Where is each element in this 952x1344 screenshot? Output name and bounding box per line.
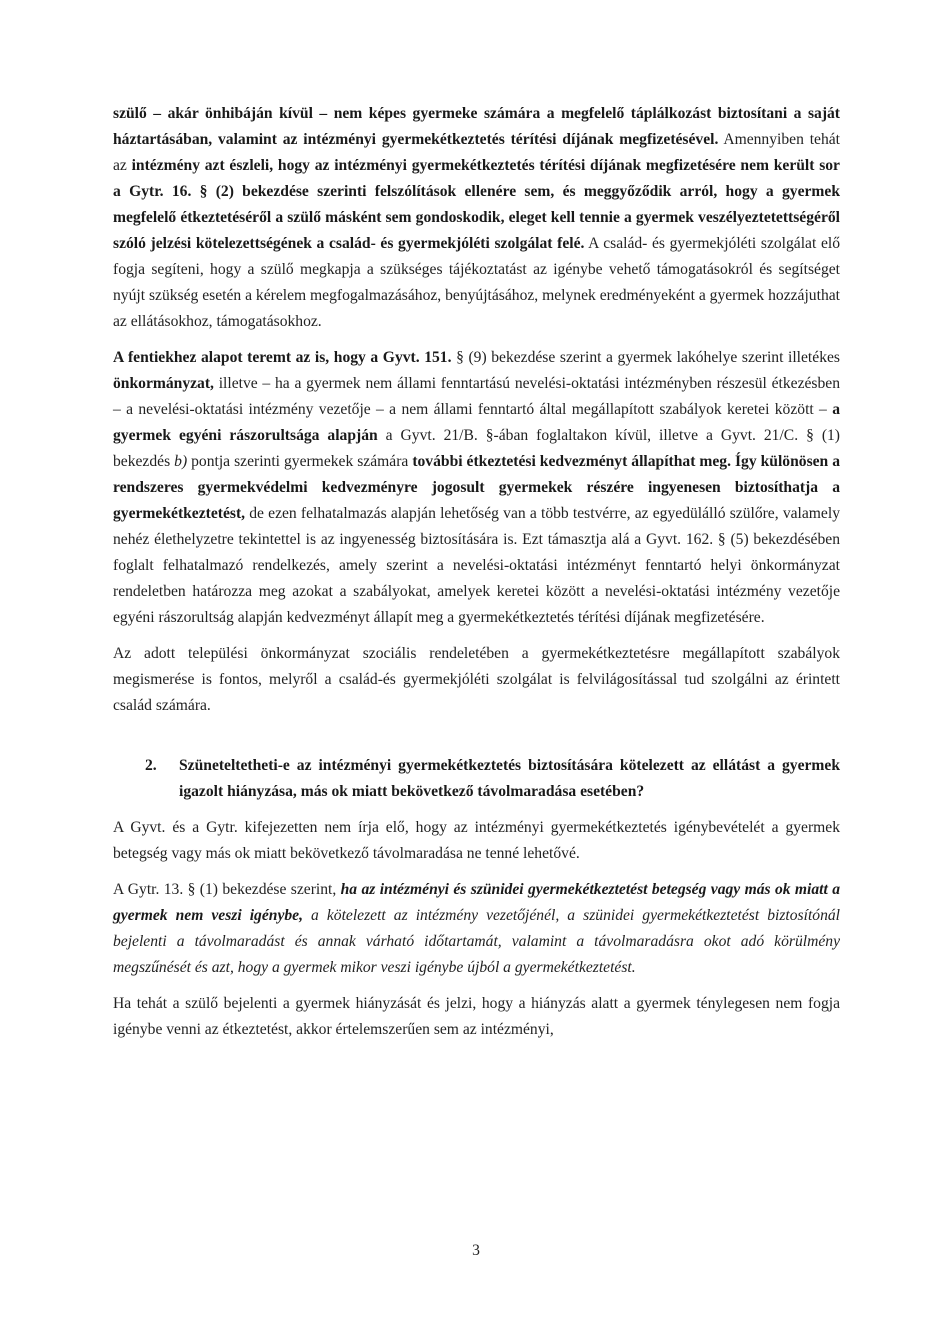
section-title: Szüneteltetheti-e az intézményi gyermekétkeztetés biztosítására kötelezett az ellátást a gyermek igazolt hiányzása, más ok miatt bekövetkező távolmaradása esetében? bbox=[179, 757, 840, 800]
document-body bbox=[113, 101, 840, 1043]
p1-text-4: A család- és gyermekjóléti szolgálat elő fogja segíteni, hogy a szülő megkapja a szükséges tájékoztatást az igénybe vehető támogatásokról és segítséget nyújt szükség esetén a kérelem megfogalmazásához, benyújtásához, melynek eredményeként a gyermek hozzájuthat az ellátásokhoz, támogatásokhoz. bbox=[113, 235, 840, 330]
section-number: 2. bbox=[145, 757, 157, 774]
p2-text-4: illetve – ha a gyermek nem állami fenntartású nevelési-oktatási intézményben részesül étkezésben – a nevelési-oktatási intézmény vezetője – a nem állami fenntartó által megállapított szabályok keretei között – bbox=[113, 375, 840, 418]
p5-bolditalic-2: ha az intézményi és szünidei gyermekétkeztetést betegség vagy más ok miatt a gyermek nem veszi igénybe, bbox=[113, 881, 840, 924]
paragraph-1 bbox=[113, 101, 840, 335]
p2-bold-9: további étkeztetési kedvezményt állapíthat meg. Így különösen a rendszeres gyermekvédelmi kedvezményre jogosult gyermekek részére ingyenesen biztosíthatja a gyermekétkeztetést, bbox=[113, 453, 841, 522]
p1-bold-3: intézmény azt észleli, hogy az intézményi gyermekétkeztetés térítési díjának megfizetésére nem került sor a Gytr. 16. § (2) bekezdése szerinti felszólítások ellenére sem, és meggyőződik arról, hogy a gyermek megfelelő étkeztetéséről a szülő másként sem gondoskodik, eleget kell tennie a gyermek veszélyeztetettségéről szóló jelzési kötelezettségének a család- és gyermekjóléti szolgálat felé. bbox=[113, 157, 840, 252]
p2-bold-1: A fentiekhez alapot teremt az is, hogy a Gyvt. 151. bbox=[113, 349, 452, 366]
paragraph-2 bbox=[113, 345, 840, 631]
p2-text-10: de ezen felhatalmazás alapján lehetőség van a több testvérre, az egyedülálló szülőre, valamely nehéz élethelyzetre tekintettel is az ingyenesség biztosítására is. Ezt támasztja alá a Gyvt. 162. § (5) bekezdésében foglalt felhatalmazó rendelkezés, amely szerint a nevelési-oktatási intézményt fenntartó helyi önkormányzat rendeletben határozza meg azokat a szabályokat, amelyek keretei között a nevelési-oktatási intézmény vezetője egyéni rászorultság alapján kedvezményt állapít meg a gyermekétkeztetés térítési díjának megfizetésére. bbox=[113, 505, 840, 626]
p5-text-1: A Gytr. 13. § (1) bekezdése szerint, bbox=[113, 881, 341, 898]
p2-italic-7: b) bbox=[174, 453, 188, 470]
p2-text-8: pontja szerinti gyermekek számára bbox=[187, 453, 413, 470]
p1-bold-1: szülő – akár önhibáján kívül – nem képes gyermeke számára a megfelelő táplálkozást biztosítani a saját háztartásában, valamint az intézményi gyermekétkeztetés térítési díjának megfizetésével. bbox=[113, 105, 840, 148]
paragraph-4: A Gyvt. és a Gytr. kifejezetten nem írja elő, hogy az intézményi gyermekétkeztetés igénybevételét a gyermek betegség vagy más ok miatt bekövetkező távolmaradása ne tenné lehetővé. bbox=[113, 819, 840, 862]
paragraph-5 bbox=[113, 877, 840, 981]
p2-text-6: a Gyvt. 21/B. §-ában foglaltakon kívül, illetve a Gyvt. 21/C. § (1) bekezdés bbox=[113, 427, 841, 470]
p2-bold-5: a gyermek egyéni rászorultsága alapján bbox=[113, 401, 840, 444]
paragraph-3: Az adott települési önkormányzat szociális rendeletében a gyermekétkeztetésre megállapított szabályok megismerése is fontos, melyről a család-és gyermekjóléti szolgálat is felvilágosítással tud szolgálni az érintett család számára. bbox=[113, 645, 840, 714]
p1-text-2: Amennyiben tehát az bbox=[113, 131, 840, 174]
p2-bold-3: önkormányzat, bbox=[113, 375, 214, 392]
p5-italic-3: a kötelezett az intézmény vezetőjénél, a szünidei gyermekétkeztetést biztosítónál bejelenti a távolmaradást és annak várható időtartamát, valamint a távolmaradásra okot adó körülmény megszűnését és azt, hogy a gyermek mikor veszi igénybe újból a gyermekétkeztetést. bbox=[113, 907, 840, 976]
scan-smudge bbox=[18, 40, 58, 60]
p2-text-2: § (9) bekezdése szerint a gyermek lakóhelye szerint illetékes bbox=[451, 349, 840, 366]
paragraph-6: Ha tehát a szülő bejelenti a gyermek hiányzását és jelzi, hogy a hiányzás alatt a gyermek ténylegesen nem fogja igénybe venni az étkeztetést, akkor értelemszerűen sem az intézményi, bbox=[113, 995, 840, 1038]
section-heading bbox=[113, 753, 840, 805]
page-number: 3 bbox=[472, 1242, 480, 1259]
